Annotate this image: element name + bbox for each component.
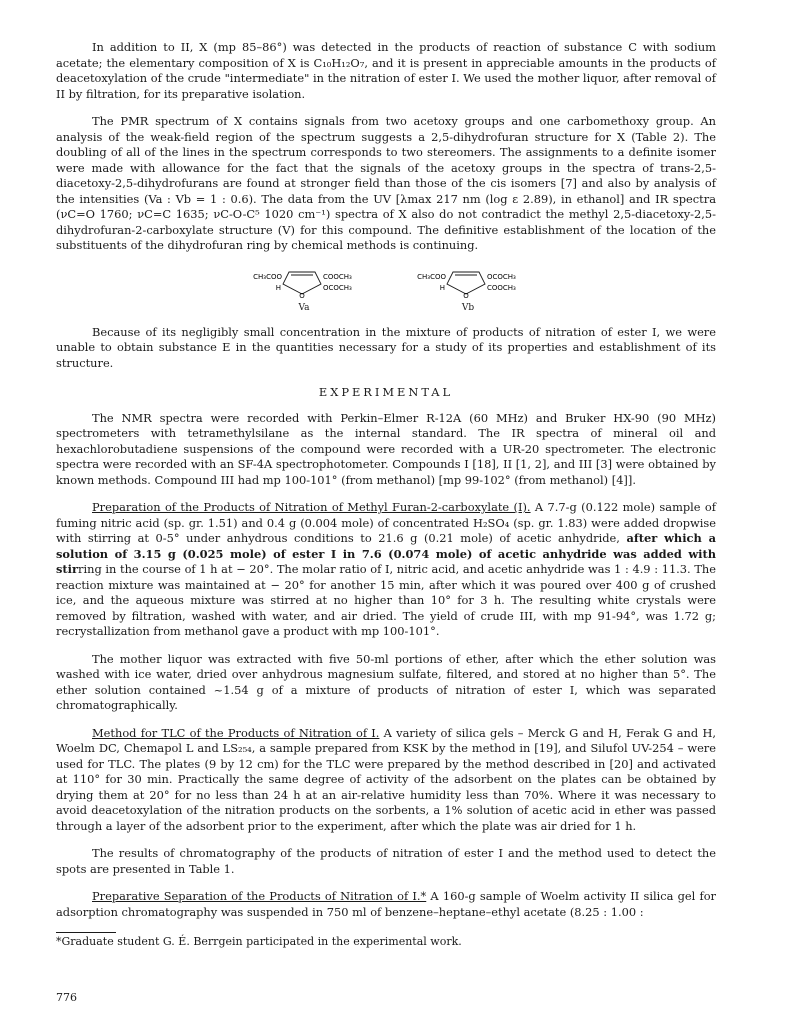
paragraph-3: Because of its negligibly small concentration in the mixture of products of nitration of ester I, we were unable to obtain substance E in the quantities necessary for a study of its properties and establishment of its structure. — [56, 324, 716, 370]
vb-left-top: CH₃COO — [417, 272, 446, 281]
paragraph-5-text-bold: after which a solution of 3.15 g (0.025 mole) of ester I in 7.6 (0.074 mole) of acetic anhydride was added with stir — [56, 531, 716, 576]
page-number: 776 — [56, 991, 77, 1004]
structure-vb-label: Vb — [461, 302, 475, 313]
paragraph-9-title: Preparative Separation of the Products of Nitration of I.* — [92, 889, 427, 903]
structure-va-drawing — [243, 266, 365, 302]
paragraph-9 — [56, 889, 716, 920]
structure-va — [243, 266, 365, 313]
footnote-rule — [56, 932, 116, 933]
vb-ring-o: O — [463, 291, 469, 300]
va-ring-o: O — [299, 291, 305, 300]
structure-vb — [407, 266, 529, 313]
paragraph-8: The results of chromatography of the products of nitration of ester I and the method used to detect the spots are presented in Table 1. — [56, 846, 716, 876]
va-left-bottom: H — [275, 283, 281, 292]
page-body — [56, 40, 716, 949]
structure-va-label: Va — [298, 302, 310, 313]
structure-vb-drawing — [407, 266, 529, 302]
structures-figure — [56, 266, 716, 313]
paragraph-5-text-b: ring in the course of 1 h at − 20°. The molar ratio of I, nitric acid, and acetic anhydride was 1 : 4.9 : 11.3. The reaction mixture was maintained at − 20° for another 15 min, after which it was poured over 400 g of crushed ice, and the aqueous mixture was stirred at no higher than 10° for 3 h. The resulting white crystals were removed by filtration, washed with water, and air dried. The yield of crude III, with mp 91-94°, was 1.72 g; recrystallization from methanol gave a product with mp 100-101°. — [56, 562, 716, 638]
paragraph-6: The mother liquor was extracted with five 50-ml portions of ether, after which the ether solution was washed with ice water, dried over anhydrous magnesium sulfate, filtered, and stored at no higher than 5°. The ether solution contained ~1.54 g of a mixture of products of nitration of ester I, which was separated chromatographically. — [56, 651, 716, 712]
paragraph-7-title: Method for TLC of the Products of Nitration of I. — [92, 725, 380, 740]
va-right-bottom: OCOCH₃ — [323, 283, 352, 292]
vb-right-bottom: COOCH₃ — [487, 283, 516, 292]
vb-right-top: OCOCH₃ — [487, 272, 516, 281]
footnote: *Graduate student G. É. Berrgein participated in the experimental work. — [56, 935, 462, 948]
paragraph-9-text: A 160-g sample of Woelm activity II silica gel for adsorption chromatography was suspended in 750 ml of benzene–heptane–ethyl acetate (8.25 : 1.00 : — [56, 889, 716, 919]
section-heading-experimental: EXPERIMENTAL — [318, 385, 454, 399]
paragraph-2: The PMR spectrum of X contains signals from two acetoxy groups and one carbomethoxy group. An analysis of the weak-field region of the spectrum suggests a 2,5-dihydrofuran structure for X (Table 2). The doubling of all of the lines in the spectrum corresponds to two stereomers. The assignments to a definite isomer were made with allowance for the fact that the signals of the acetoxy groups in the spectra of trans-2,5-diacetoxy-2,5-dihydrofurans are found at stronger field than those of the cis isomers [7] and also by analysis of the intensities (Va : Vb = 1 : 0.6). The data from the UV [λmax 217 nm (log ε 2.89), in ethanol] and IR spectra (νC=O 1760; νC=C 1635; νC-O-C⁵ 1020 cm⁻¹) spectra of X also do not contradict the methyl 2,5-diacetoxy-2,5-dihydrofuran-2-carboxylate structure (V) for this compound. The definitive establishment of the location of the substituents of the dihydrofuran ring by chemical methods is continuing. — [56, 114, 716, 252]
paragraph-1: In addition to II, X (mp 85–86°) was detected in the products of reaction of substance C with sodium acetate; the elementary composition of X is C₁₀H₁₂O₇, and it is present in appreciable amounts in the products of deacetoxylation of the crude "intermediate" in the nitration of ester I. We used the mother liquor, after removal of II by filtration, for its preparative isolation. — [56, 40, 716, 101]
va-left-top: CH₃COO — [253, 272, 282, 281]
paragraph-7 — [56, 726, 716, 835]
paragraph-5-title: Preparation of the Products of Nitration of Methyl Furan-2-carboxylate (I). — [92, 500, 531, 514]
paragraph-5-text-a: A 7.7-g (0.122 mole) sample of fuming nitric acid (sp. gr. 1.51) and 0.4 g (0.004 mole) of concentrated H₂SO₄ (sp. gr. 1.83) were added dropwise with stirring at 0-5° under anhydrous conditions to 21.6 g (0.21 mole) of acetic anhydride, — [56, 500, 716, 545]
vb-left-bottom: H — [439, 283, 445, 292]
paragraph-5 — [56, 500, 716, 640]
paragraph-4: The NMR spectra were recorded with Perkin–Elmer R-12A (60 MHz) and Bruker HX-90 (90 MHz) spectrometers with tetramethylsilane as the internal standard. The IR spectra of mineral oil and hexachlorobutadiene suspensions of the compound were recorded with a UR-20 spectrometer. The electronic spectra were recorded with an SF-4A spectrophotometer. Compounds I [18], II [1, 2], and III [3] were obtained by known methods. Compound III had mp 100-101° (from methanol) [mp 99-102° (from methanol) [4]]. — [56, 410, 716, 487]
va-right-top: COOCH₃ — [323, 272, 352, 281]
paragraph-7-text: A variety of silica gels – Merck G and H, Ferak G and H, Woelm DC, Chemapol L and LS₂₅₄, a sample prepared from KSK by the method in [19], and Silufol UV-254 – were used for TLC. The plates (9 by 12 cm) for the TLC were prepared by the method described in [20] and activated at 110° for 30 min. Practically the same degree of activity of the adsorbent on the plates can be obtained by drying them at 20° for no less than 24 h at an air-relative humidity less than 70%. Where it was necessary to avoid deacetoxylation of the nitration products on the sorbents, a 1% solution of acetic acid in ether was passed through a layer of the adsorbent prior to the experiment, after which the plate was air dried for 1 h. — [56, 725, 716, 833]
